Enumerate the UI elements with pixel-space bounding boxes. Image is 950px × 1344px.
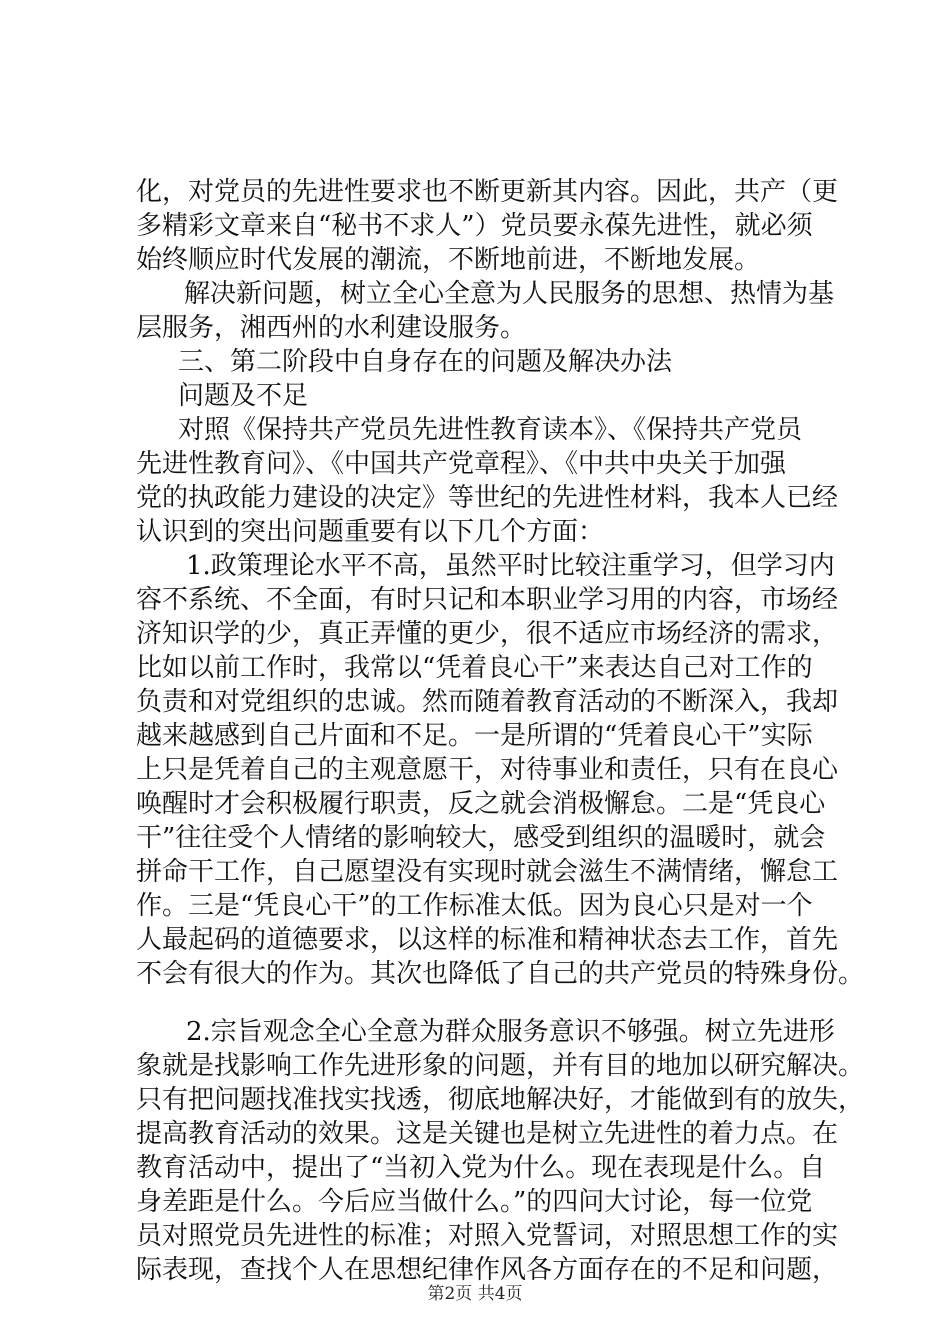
text-line: 化，对党员的先进性要求也不断更新其内容。因此，共产（更 — [136, 177, 839, 207]
text-line: 员对照党员先进性的标准；对照入党誓词，对照思想工作的实 — [136, 1221, 839, 1251]
text-line: 作。三是“凭良心干”的工作标准太低。因为良心只是对一个 — [136, 891, 813, 921]
text-line: 党的执政能力建设的决定》等世纪的先进性材料，我本人已经 — [136, 483, 839, 513]
text-line: 提高教育活动的效果。这是关键也是树立先进性的着力点。在 — [136, 1119, 839, 1149]
text-line: 解决新问题，树立全心全意为人民服务的思想、热情为基 — [184, 279, 835, 309]
text-line: 先进性教育问》、《中国共产党章程》、《中共中央关于加强 — [136, 449, 787, 479]
text-line: 象就是找影响工作先进形象的问题，并有目的地加以研究解决。 — [136, 1051, 865, 1081]
text-line: 济知识学的少，真正弄懂的更少，很不适应市场经济的需求， — [136, 619, 839, 649]
text-line: 教育活动中，提出了“当初入党为什么。现在表现是什么。自 — [136, 1153, 826, 1183]
text-line: 唤醒时才会积极履行职责，反之就会消极懈怠。二是“凭良心 — [136, 789, 826, 819]
text-line: 际表现，查找个人在思想纪律作风各方面存在的不足和问题， — [136, 1255, 839, 1285]
subsection-heading: 问题及不足 — [178, 381, 309, 411]
text-line: 1.政策理论水平不高，虽然平时比较注重学习，但学习内 — [186, 551, 835, 581]
text-line: 负责和对党组织的忠诚。然而随着教育活动的不断深入，我却 — [136, 687, 839, 717]
text-line: 拼命干工作，自己愿望没有实现时就会滋生不满情绪，懈怠工 — [136, 857, 839, 887]
text-line: 上只是凭着自己的主观意愿干，对待事业和责任，只有在良心 — [136, 755, 839, 785]
text-line: 干”往往受个人情绪的影响较大，感受到组织的温暖时，就会 — [136, 823, 826, 853]
text-line: 始终顺应时代发展的潮流，不断地前进，不断地发展。 — [136, 245, 761, 275]
section-heading: 三、第二阶段中自身存在的问题及解决办法 — [178, 347, 673, 377]
text-line: 认识到的突出问题重要有以下几个方面： — [136, 517, 605, 547]
page-footer: 第2页 共4页 — [427, 1284, 523, 1304]
text-line: 只有把问题找准找实找透，彻底地解决好，才能做到有的放失， — [136, 1085, 865, 1115]
text-line: 多精彩文章来自“秘书不求人”）党员要永葆先进性，就必须 — [136, 211, 813, 241]
text-line: 不会有很大的作为。其次也降低了自己的共产党员的特殊身份。 — [136, 959, 865, 989]
text-line: 容不系统、不全面，有时只记和本职业学习用的内容，市场经 — [136, 585, 839, 615]
text-line: 层服务，湘西州的水利建设服务。 — [136, 313, 527, 343]
text-line: 身差距是什么。今后应当做什么。”的四问大讨论，每一位党 — [136, 1187, 813, 1217]
text-line: 对照《保持共产党员先进性教育读本》、《保持共产党员 — [178, 415, 803, 445]
text-line: 越来越感到自己片面和不足。一是所谓的“凭着良心干”实际 — [136, 721, 813, 751]
text-line: 2.宗旨观念全心全意为群众服务意识不够强。树立先进形 — [186, 1017, 835, 1047]
text-line: 人最起码的道德要求，以这样的标准和精神状态去工作，首先 — [136, 925, 839, 955]
text-line: 比如以前工作时，我常以“凭着良心干”来表达自己对工作的 — [136, 653, 813, 683]
